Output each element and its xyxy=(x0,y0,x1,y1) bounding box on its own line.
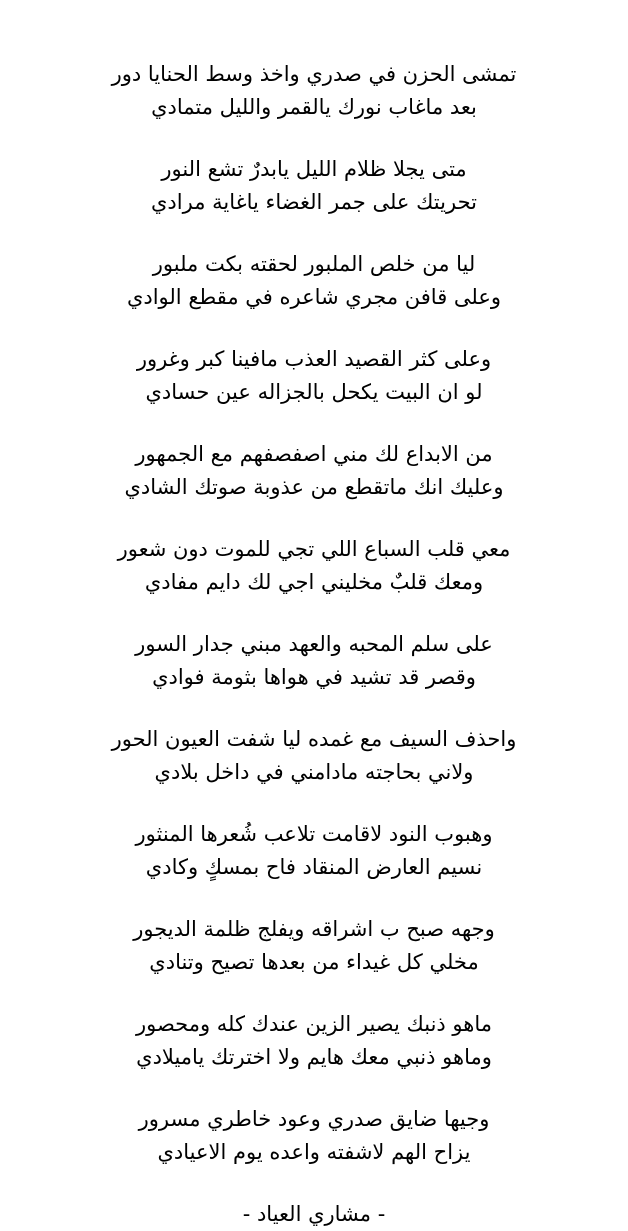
stanza xyxy=(0,1103,628,1169)
stanza xyxy=(0,438,628,504)
poem-line: نسيم العارض المنقاد فاح بمسكٍ وكادي xyxy=(145,855,483,879)
poem-line: وقصر قد تشيد في هواها بثومة فوادي xyxy=(152,665,476,689)
poem-line: وعلى قافن مجري شاعره في مقطع الوادي xyxy=(126,285,502,309)
poem-line: من الابداع لك مني اصفصفهم مع الجمهور xyxy=(135,442,493,466)
poem xyxy=(0,58,628,1231)
stanza xyxy=(0,1008,628,1074)
stanza xyxy=(0,153,628,219)
poem-line: واحذف السيف مع غمده ليا شفت العيون الحور xyxy=(111,727,517,751)
poem-line: تحريتك على جمر الغضاء ياغاية مرادي xyxy=(151,190,477,214)
poem-line: متى يجلا ظلام الليل يابدرٌ تشع النور xyxy=(161,157,467,181)
stanza xyxy=(0,58,628,124)
poem-line: مخلي كل غيداء من بعدها تصيح وتنادي xyxy=(149,950,479,974)
poem-line: وهبوب النود لاقامت تلاعب شُعرها المنثور xyxy=(135,822,493,846)
poem-line: لو ان البيت يكحل بالجزاله عين حسادي xyxy=(145,380,483,404)
poem-line: وعليك انك ماتقطع من عذوبة صوتك الشادي xyxy=(124,475,504,499)
stanza xyxy=(0,628,628,694)
poem-line: ماهو ذنبك يصير الزين عندك كله ومحصور xyxy=(135,1012,493,1036)
poem-line: بعد ماغاب نورك يالقمر والليل متمادي xyxy=(151,95,477,119)
poem-line: وجيها ضايق صدري وعود خاطري مسرور xyxy=(138,1107,490,1131)
poem-line: تمشى الحزن في صدري واخذ وسط الحنايا دور xyxy=(111,62,517,86)
poet-signature: - مشاري العياد - xyxy=(242,1202,386,1226)
poem-line: على سلم المحبه والعهد مبني جدار السور xyxy=(135,632,493,656)
stanza xyxy=(0,723,628,789)
poem-line: وعلى كثر القصيد العذب مافينا كبر وغرور xyxy=(136,347,492,371)
poem-line: ومعك قلبٌ مخليني اجي لك دايم مفادي xyxy=(144,570,484,594)
stanza xyxy=(0,343,628,409)
stanza xyxy=(0,533,628,599)
poem-line: ولاني بحاجته مادامني في داخل بلادي xyxy=(154,760,474,784)
stanza xyxy=(0,248,628,314)
poem-line: معي قلب السباع اللي تجي للموت دون شعور xyxy=(117,537,511,561)
stanza xyxy=(0,818,628,884)
poem-line: ليا من خلص الملبور لحقته بكت ملبور xyxy=(152,252,476,276)
poem-line: وجهه صبح ب اشراقه ويفلج ظلمة الديجور xyxy=(133,917,495,941)
poem-line: وماهو ذنبي معك هايم ولا اخترتك ياميلادي xyxy=(136,1045,492,1069)
stanza xyxy=(0,913,628,979)
poem-line: يزاح الهم لاشفته واعده يوم الاعيادي xyxy=(157,1140,471,1164)
